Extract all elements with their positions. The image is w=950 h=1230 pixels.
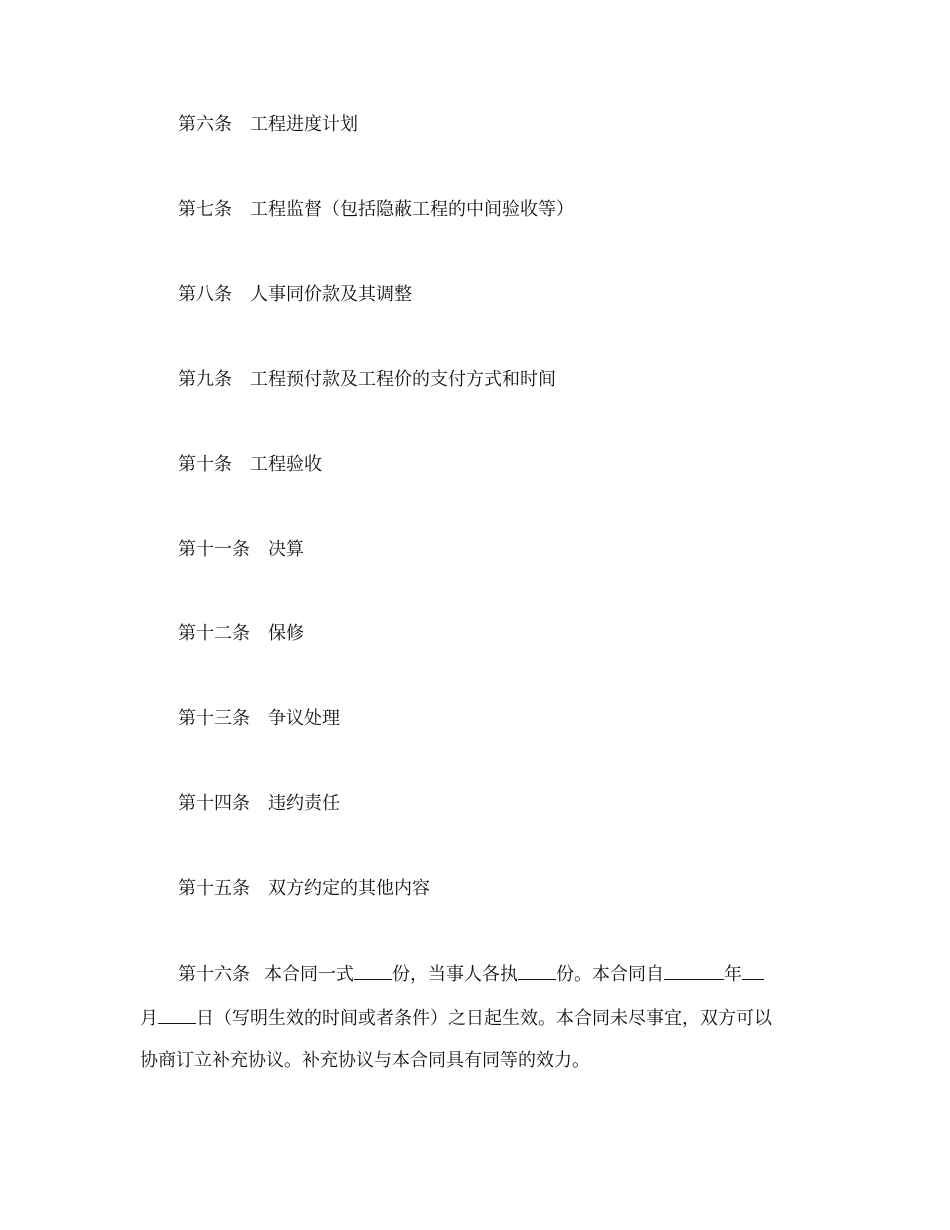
article-16-line-1 xyxy=(140,961,820,985)
article-title: 工程验收 xyxy=(250,454,322,475)
article-15 xyxy=(178,877,430,901)
copies-each-blank xyxy=(518,961,556,980)
article-number: 第六条 xyxy=(178,114,232,135)
article-16-text: 本合同一式 xyxy=(264,964,354,985)
article-8 xyxy=(178,283,412,307)
article-16-line-2 xyxy=(140,1005,820,1029)
copies-blank xyxy=(354,961,392,980)
article-11 xyxy=(178,538,304,562)
article-12 xyxy=(178,622,304,646)
article-number: 第八条 xyxy=(178,284,232,305)
article-title: 保修 xyxy=(268,623,304,644)
article-number: 第九条 xyxy=(178,369,232,390)
article-number: 第十六条 xyxy=(178,964,250,985)
article-title: 人事同价款及其调整 xyxy=(250,284,412,305)
article-6 xyxy=(178,113,358,137)
article-title: 工程监督（包括隐蔽工程的中间验收等） xyxy=(250,199,574,220)
article-title: 争议处理 xyxy=(268,708,340,729)
article-7 xyxy=(178,198,574,222)
month-blank xyxy=(742,961,764,980)
article-title: 违约责任 xyxy=(268,793,340,814)
article-10 xyxy=(178,453,322,477)
article-number: 第十条 xyxy=(178,454,232,475)
article-16-text: 月 xyxy=(140,1008,158,1029)
article-16-text: 份。本合同自 xyxy=(556,964,664,985)
article-title: 工程进度计划 xyxy=(250,114,358,135)
article-title: 双方约定的其他内容 xyxy=(268,878,430,899)
article-16-text: 协商订立补充协议。补充协议与本合同具有同等的效力。 xyxy=(140,1050,590,1071)
article-16-text: 年 xyxy=(724,964,742,985)
article-9 xyxy=(178,368,556,392)
article-13 xyxy=(178,707,340,731)
article-16-line-3 xyxy=(140,1049,820,1073)
article-title: 决算 xyxy=(268,539,304,560)
article-16-text: 份，当事人各执 xyxy=(392,964,518,985)
year-blank xyxy=(664,961,724,980)
article-16-text: 日（写明生效的时间或者条件）之日起生效。本合同未尽事宜，双方可以 xyxy=(196,1008,772,1029)
article-number: 第十四条 xyxy=(178,793,250,814)
day-blank xyxy=(158,1005,196,1024)
article-number: 第七条 xyxy=(178,199,232,220)
article-title: 工程预付款及工程价的支付方式和时间 xyxy=(250,369,556,390)
article-number: 第十五条 xyxy=(178,878,250,899)
article-14 xyxy=(178,792,340,816)
article-number: 第十三条 xyxy=(178,708,250,729)
article-number: 第十二条 xyxy=(178,623,250,644)
article-number: 第十一条 xyxy=(178,539,250,560)
article-16 xyxy=(140,961,820,1093)
